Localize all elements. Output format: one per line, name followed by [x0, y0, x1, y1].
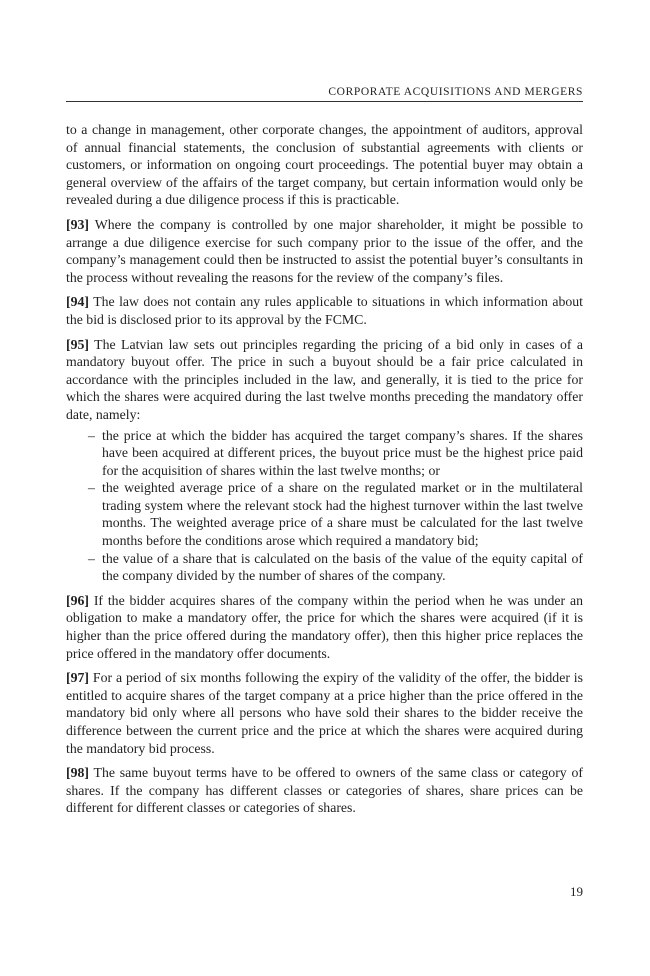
paragraph-number: [97] — [66, 670, 89, 686]
paragraph-number: [94] — [66, 294, 89, 310]
dash-marker: – — [88, 480, 95, 496]
list-item-text: the price at which the bidder has acquired the target company’s shares. If the shares have been acquired at different prices, the buyout price must be the highest price paid for the acquisition of shares within the last twelve months; or — [102, 427, 583, 478]
list-item-text: the value of a share that is calculated on the basis of the value of the equity capital of the company divided by the number of shares of the company. — [102, 550, 583, 584]
paragraph-number: [98] — [66, 765, 89, 781]
dash-marker: – — [88, 427, 95, 443]
paragraph-94 — [66, 293, 583, 328]
paragraph-number: [93] — [66, 216, 89, 232]
paragraph-number: [96] — [66, 592, 89, 608]
dash-marker: – — [88, 550, 95, 566]
paragraph-98 — [66, 764, 583, 817]
paragraph-text: For a period of six months following the expiry of the validity of the offer, the bidder is entitled to acquire shares of the target company at a price higher than the price offered in the mandatory bid only where all persons who have sold their shares to the bidder receive the difference between the current price and the price at which the shares were acquired during the mandatory bid process. — [66, 670, 583, 756]
list-item-text: the weighted average price of a share on the regulated market or in the multilateral trading system where the relevant stock had the highest turnover within the last twelve months. The weighted average price of a share must be calculated for the last twelve months before the conditions arose which required a mandatory bid; — [102, 480, 583, 549]
paragraph-text: The Latvian law sets out principles regarding the pricing of a bid only in cases of a mandatory buyout offer. The price in such a buyout should be a fair price calculated in accordance with the principles included in the law, and generally, it is tied to the price for which the shares were acquired during the last twelve months preceding the mandatory offer date, namely: — [66, 336, 583, 422]
list-item — [88, 550, 583, 585]
paragraph-text: The same buyout terms have to be offered to owners of the same class or category of shares. If the company has different classes or categories of shares, share prices can be different for different classes or categories of shares. — [66, 765, 583, 816]
paragraph-text: If the bidder acquires shares of the company within the period when he was under an obligation to make a mandatory offer, the price for which the shares were acquired (if it is higher than the price offered during the mandatory offer), then this higher price replaces the price offered in the mandatory offer documents. — [66, 592, 583, 661]
paragraph-95 — [66, 336, 583, 424]
paragraph-text: Where the company is controlled by one major shareholder, it might be possible to arrange a due diligence exercise for such company prior to the issue of the offer, and the company’s management could then be instructed to assist the potential buyer’s consultants in the process without revealing the reasons for the review of the company’s files. — [66, 216, 583, 285]
paragraph-text: The law does not contain any rules applicable to situations in which information about the bid is disclosed prior to its approval by the FCMC. — [66, 294, 583, 327]
paragraph-97 — [66, 669, 583, 757]
paragraph-96 — [66, 592, 583, 662]
paragraph-number: [95] — [66, 336, 89, 352]
list-item — [88, 427, 583, 480]
running-header: CORPORATE ACQUISITIONS AND MERGERS — [66, 86, 583, 102]
paragraph-93 — [66, 216, 583, 286]
intro-paragraph: to a change in management, other corporate changes, the appointment of auditors, approval of annual financial statements, the conclusion of substantial agreements with clients or customers, or information on ongoing court proceedings. The potential buyer may obtain a general overview of the affairs of the target company, but certain information would only be revealed during a due diligence process if this is practicable. — [66, 122, 583, 208]
body-text — [66, 121, 583, 824]
pricing-criteria-list — [66, 427, 583, 585]
list-item — [88, 479, 583, 549]
page-number: 19 — [570, 884, 583, 899]
